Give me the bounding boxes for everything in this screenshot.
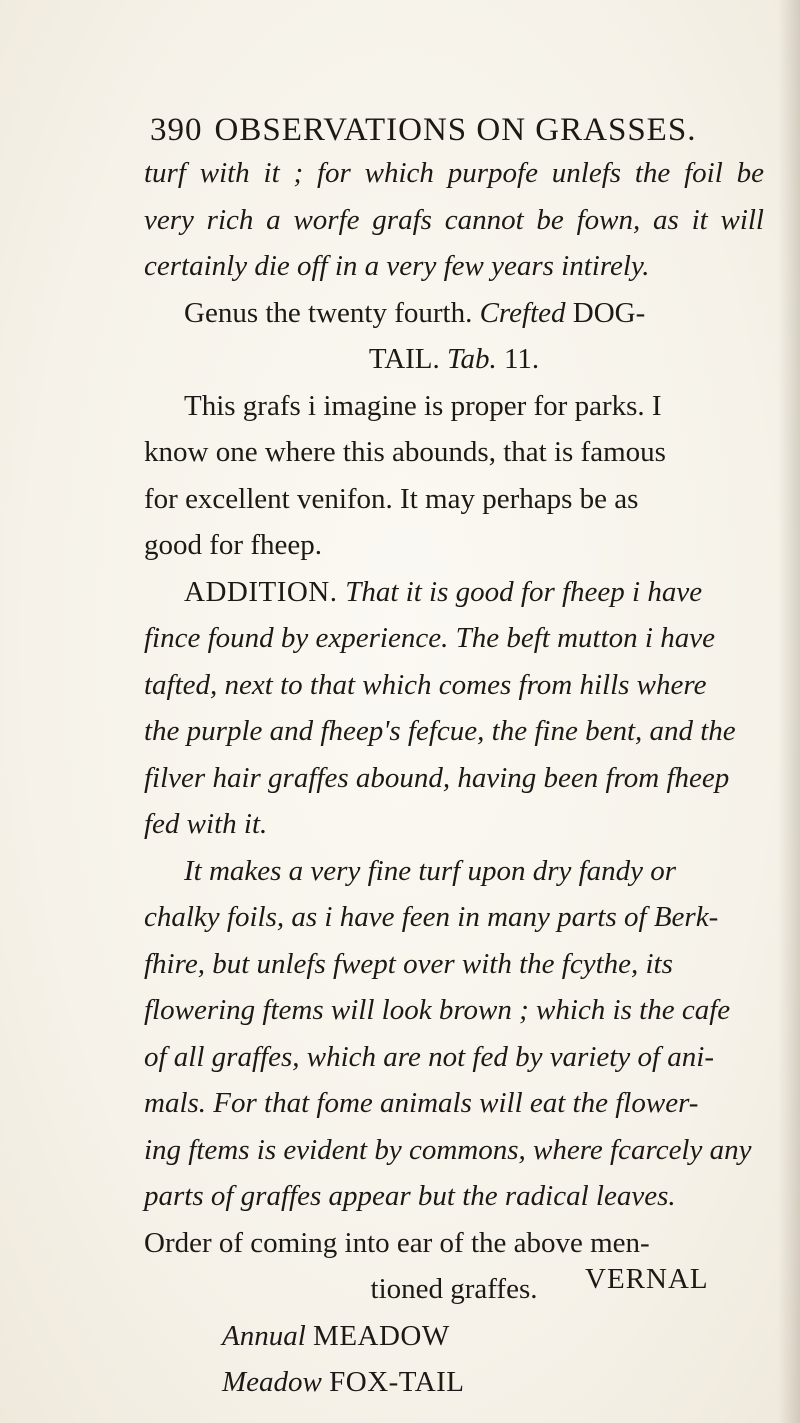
text-line: fed with it.	[144, 808, 268, 840]
text-line: This grafs i imagine is proper for parks. I	[184, 389, 662, 422]
text-line: turf with it ; for which purpofe unlefs the foil be	[144, 157, 764, 189]
text-line: know one where this abounds, that is famous	[144, 436, 666, 468]
text-line: very rich a worfe grafs cannot be fown, as it will	[144, 203, 764, 236]
text-line: fhire, but unlefs fwept over with the fcythe, its	[144, 947, 673, 980]
page-edge-shadow	[778, 0, 800, 1423]
text-line: the purple and fheep's fefcue, the fine bent, and the	[144, 715, 736, 747]
text-line: mals. For that fome animals will eat the flower-	[144, 1087, 699, 1119]
text-line: chalky foils, as i have feen in many parts of Berk-	[144, 901, 719, 933]
list-item: Meadow FOX-TAIL	[222, 1366, 465, 1398]
text-line: fince found by experience. The beft mutton i have	[144, 622, 715, 654]
text-line: of all graffes, which are not fed by variety of ani-	[144, 1040, 714, 1073]
text-line: filver hair graffes abound, having been from fheep	[144, 761, 730, 794]
text-line: certainly die off in a very few years intirely.	[144, 250, 650, 282]
running-header	[150, 112, 710, 149]
text-line: tafted, next to that which comes from hills where	[144, 668, 707, 701]
genus-heading: Genus the twenty fourth. Crefted DOG-	[184, 296, 646, 329]
text-line: tioned graffes.	[370, 1273, 538, 1305]
text-line: parts of graffes appear but the radical leaves.	[144, 1180, 676, 1212]
text-line: It makes a very fine turf upon dry fandy or	[184, 854, 677, 887]
text-line: for excellent venifon. It may perhaps be as	[144, 482, 639, 515]
page-number: 390	[150, 112, 203, 148]
list-item: Annual MEADOW	[222, 1319, 450, 1352]
body-text	[144, 150, 764, 1406]
text-line: flowering ftems will look brown ; which is the cafe	[144, 994, 731, 1026]
catchword: VERNAL	[585, 1263, 709, 1295]
text-line: good for fheep.	[144, 529, 322, 561]
running-title: OBSERVATIONS ON GRASSES.	[214, 112, 697, 148]
addition-line: ADDITION. That it is good for fheep i have	[184, 575, 703, 608]
text-line: Order of coming into ear of the above men-	[144, 1226, 650, 1259]
genus-heading-cont: TAIL. Tab. 11.	[368, 343, 540, 375]
text-line: ing ftems is evident by commons, where fcarcely any	[144, 1133, 752, 1166]
